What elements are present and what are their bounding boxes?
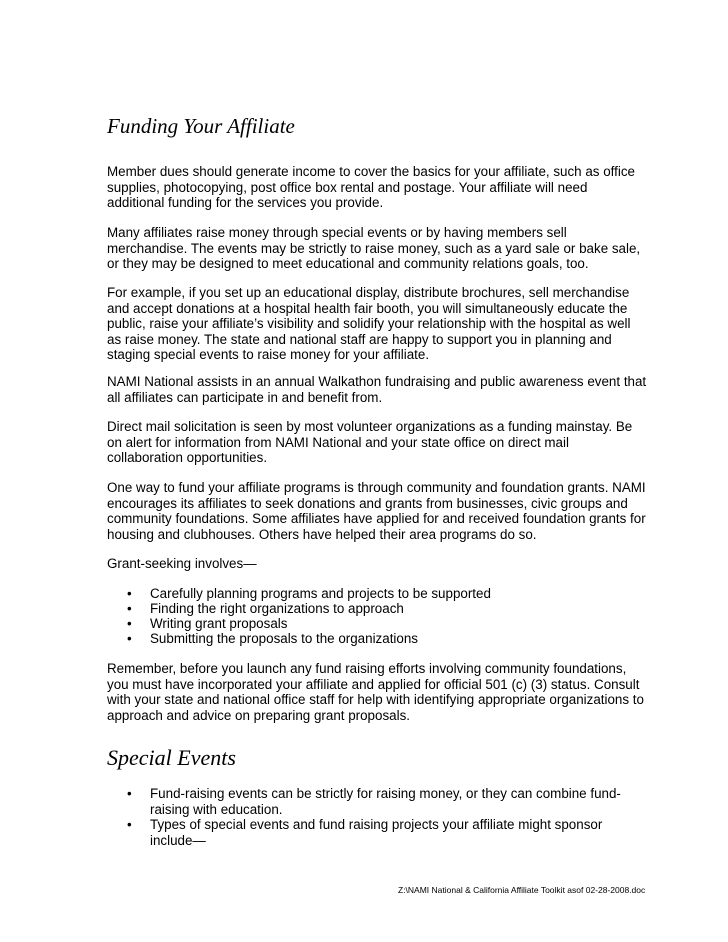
- paragraph-member-dues: Member dues should generate income to cover the basics for your affiliate, such as office supplies, photocopying, post office box rental and postage. Your affiliate will need additional funding for the services you provide.: [107, 164, 635, 211]
- bullet-icon: •: [127, 601, 132, 617]
- paragraph-remember: Remember, before you launch any fund raising efforts involving community foundations, you must have incorporated your affiliate and applied for official 501 (c) (3) status. Consult with your state and national office staff for help with identifying appropriate organizations to approach and advice on preparing grant proposals.: [107, 661, 644, 723]
- paragraph-direct-mail: Direct mail solicitation is seen by most volunteer organizations as a funding mainstay. Be on alert for information from NAMI National and your state office on direct mail collaboration opportunities.: [107, 419, 633, 466]
- bullet-icon: •: [127, 817, 132, 833]
- paragraph-walkathon: NAMI National assists in an annual Walkathon fundraising and public awareness event that all affiliates can participate in and benefit from.: [107, 374, 647, 405]
- list-item-text: Fund-raising events can be strictly for raising money, or they can combine fund-raising with education.: [150, 786, 621, 817]
- list-item-text: Writing grant proposals: [150, 616, 288, 632]
- list-item: [107, 631, 647, 646]
- list-item: [107, 786, 647, 817]
- paragraph-example: For example, if you set up an educational display, distribute brochures, sell merchandise and accept donations at a hospital health fair booth, you will simultaneously educate the public, raise your affiliate’s visibility and solidify your relationship with the hospital as well as raise money. The state and national staff are happy to support you in planning and staging special events to raise money for your affiliate.: [107, 285, 631, 363]
- list-item: [107, 586, 647, 601]
- bullet-icon: •: [127, 786, 132, 801]
- paragraph-grant-seeking: Grant-seeking involves—: [107, 556, 257, 571]
- section-heading-special-events: Special Events: [107, 745, 236, 770]
- list-item: [107, 817, 647, 848]
- page-footer: Z:\NAMI National & California Affiliate Toolkit asof 02-28-2008.doc: [398, 885, 646, 895]
- paragraph-grants: One way to fund your affiliate programs is through community and foundation grants. NAMI encourages its affiliates to seek donations and grants from businesses, civic groups and community foundations. Some affiliates have applied for and received foundation grants for housing and clubhouses. Others have helped their area programs do so.: [107, 480, 646, 542]
- list-item-text: Finding the right organizations to approach: [150, 601, 404, 617]
- section-heading-funding: Funding Your Affiliate: [107, 114, 295, 138]
- list-item: [107, 616, 647, 631]
- special-events-list: [107, 786, 647, 848]
- grant-seeking-list: [107, 586, 647, 646]
- list-item: [107, 601, 647, 616]
- paragraph-special-events-intro: Many affiliates raise money through special events or by having members sell merchandise. The events may be strictly to raise money, such as a yard sale or bake sale, or they may be designed to meet educational and community relations goals, too.: [107, 225, 641, 272]
- bullet-icon: •: [127, 586, 132, 601]
- list-item-text: Types of special events and fund raising projects your affiliate might sponsor include—: [150, 817, 603, 848]
- bullet-icon: •: [127, 616, 132, 632]
- list-item-text: Submitting the proposals to the organizations: [150, 631, 418, 647]
- bullet-icon: •: [127, 631, 132, 647]
- list-item-text: Carefully planning programs and projects to be supported: [150, 586, 491, 601]
